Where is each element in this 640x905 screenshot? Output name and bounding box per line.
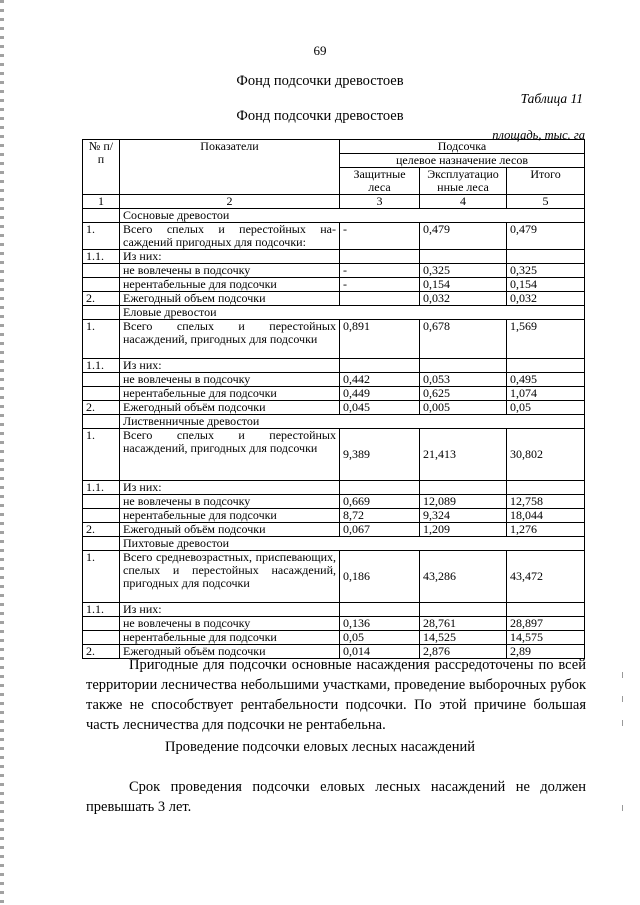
row-num [83, 509, 120, 523]
table-row [83, 292, 585, 306]
value-total: 1,276 [507, 523, 585, 537]
subheading-spruce-tapping: Проведение подсочки еловых лесных насаждений [165, 739, 475, 755]
table-row [83, 537, 585, 551]
value-protective: 0,067 [340, 523, 420, 537]
row-num: 2. [83, 401, 120, 415]
col-number-4: 4 [420, 195, 507, 209]
row-label: Из них: [120, 359, 340, 373]
row-label: нерентабельные для подсочки [120, 631, 340, 645]
margin-mark [622, 672, 623, 678]
row-label: не вовлечены в подсочку [120, 617, 340, 631]
row-num: 2. [83, 292, 120, 306]
value-exploitation [420, 603, 507, 617]
value-protective: - [340, 223, 420, 250]
value-total: 28,897 [507, 617, 585, 631]
table-row [83, 250, 585, 264]
row-label: Ежегодный объём подсочки [120, 645, 340, 659]
table-row [83, 617, 585, 631]
margin-mark [622, 696, 623, 702]
col-number-3: 3 [340, 195, 420, 209]
value-exploitation: 1,209 [420, 523, 507, 537]
table-row [83, 415, 585, 429]
table-row [83, 523, 585, 537]
scan-edge-marks [0, 0, 4, 905]
value-exploitation: 0,479 [420, 223, 507, 250]
table-row [83, 223, 585, 250]
tapping-fund-table [82, 139, 585, 659]
value-total [507, 603, 585, 617]
group-title: Лиственничные древостои [120, 415, 585, 429]
value-total: 1,569 [507, 320, 585, 359]
value-exploitation: 2,876 [420, 645, 507, 659]
group-title: Сосновые древостои [120, 209, 585, 223]
table-row [83, 264, 585, 278]
row-label: Из них: [120, 481, 340, 495]
row-label: не вовлечены в подсочку [120, 264, 340, 278]
col-number-5: 5 [507, 195, 585, 209]
row-num [83, 278, 120, 292]
row-num: 1.1. [83, 250, 120, 264]
margin-mark [622, 720, 623, 726]
table-row [83, 551, 585, 603]
row-label: Всего спелых и перестойных на-саждений пригодных для подсочки: [120, 223, 340, 250]
table-row [83, 429, 585, 481]
value-exploitation: 0,625 [420, 387, 507, 401]
col-number-2: 2 [120, 195, 340, 209]
value-protective: 0,136 [340, 617, 420, 631]
table-row [83, 495, 585, 509]
row-label: нерентабельные для подсочки [120, 387, 340, 401]
value-exploitation: 9,324 [420, 509, 507, 523]
group-title: Пихтовые древостои [120, 537, 585, 551]
row-num: 1.1. [83, 481, 120, 495]
table-title: Фонд подсочки древостоев [236, 108, 404, 124]
row-label: Всего спелых и перестойных насаждений, пригодных для подсочки [120, 320, 340, 359]
value-exploitation: 0,053 [420, 373, 507, 387]
value-protective [340, 603, 420, 617]
value-total [507, 481, 585, 495]
row-num: 1. [83, 320, 120, 359]
table-row [83, 481, 585, 495]
header-purpose: целевое назначение лесов [340, 154, 585, 168]
value-total: 1,074 [507, 387, 585, 401]
row-num: 1. [83, 429, 120, 481]
group-title: Еловые древостои [120, 306, 585, 320]
value-total: 30,802 [507, 429, 585, 481]
value-protective: 0,05 [340, 631, 420, 645]
value-protective: 0,045 [340, 401, 420, 415]
value-protective: 0,449 [340, 387, 420, 401]
row-num: 1. [83, 551, 120, 603]
header-tapping: Подсочка [340, 140, 585, 154]
value-protective: - [340, 264, 420, 278]
margin-mark [622, 805, 623, 811]
value-exploitation: 21,413 [420, 429, 507, 481]
value-total: 0,05 [507, 401, 585, 415]
value-protective: 0,186 [340, 551, 420, 603]
header-exploitation: Эксплуатацио нные леса [420, 168, 507, 195]
value-protective: 9,389 [340, 429, 420, 481]
value-exploitation: 0,325 [420, 264, 507, 278]
value-protective [340, 250, 420, 264]
row-num: 2. [83, 645, 120, 659]
header-indicators: Показатели [120, 140, 340, 195]
value-total: 0,495 [507, 373, 585, 387]
row-label: Из них: [120, 250, 340, 264]
value-exploitation: 43,286 [420, 551, 507, 603]
value-total: 14,575 [507, 631, 585, 645]
value-total [507, 359, 585, 373]
row-num: 1.1. [83, 603, 120, 617]
table-row [83, 359, 585, 373]
header-num: № п/п [83, 140, 120, 195]
value-protective [340, 481, 420, 495]
value-protective: - [340, 278, 420, 292]
header-total: Итого [507, 168, 585, 195]
table-row [83, 401, 585, 415]
value-total: 0,032 [507, 292, 585, 306]
row-num: 1.1. [83, 359, 120, 373]
table-unit: площадь, тыс. га [492, 128, 585, 142]
value-protective: 0,014 [340, 645, 420, 659]
table-number: Таблица 11 [520, 91, 583, 106]
value-exploitation [420, 359, 507, 373]
paragraph-suitability: Пригодные для подсочки основные насаждения рассредоточены по всей территории лесничества небольшими участками, проведение выборочных рубок также не способствует рентабельности подсочки. По этой причине большая часть лесничества для подсочки не рентабельна. [86, 657, 586, 733]
col-number-1: 1 [83, 195, 120, 209]
row-num [83, 495, 120, 509]
row-label: Ежегодный объём подсочки [120, 401, 340, 415]
row-num: 2. [83, 523, 120, 537]
row-num [83, 373, 120, 387]
row-label: Из них: [120, 603, 340, 617]
table-row [83, 631, 585, 645]
row-num [83, 264, 120, 278]
group-num-cell [83, 537, 120, 551]
row-num: 1. [83, 223, 120, 250]
page-number: 69 [313, 43, 327, 58]
row-num [83, 631, 120, 645]
table-row [83, 373, 585, 387]
row-label: Ежегодный объем подсочки [120, 292, 340, 306]
value-protective: 0,669 [340, 495, 420, 509]
value-total: 18,044 [507, 509, 585, 523]
table-row [83, 278, 585, 292]
value-total: 2,89 [507, 645, 585, 659]
value-protective: 0,891 [340, 320, 420, 359]
value-total [507, 250, 585, 264]
row-label: Ежегодный объём подсочки [120, 523, 340, 537]
table-row [83, 306, 585, 320]
table-row [83, 387, 585, 401]
value-protective: 0,442 [340, 373, 420, 387]
row-label: Всего спелых и перестойных насаждений, пригодных для подсочки [120, 429, 340, 481]
row-label: Всего средневозрастных, приспевающих, спелых и перестойных насаждений, пригодных для подсочки [120, 551, 340, 603]
value-protective [340, 359, 420, 373]
section-title: Фонд подсочки древостоев [236, 73, 404, 89]
group-num-cell [83, 306, 120, 320]
table-row [83, 509, 585, 523]
value-total: 0,479 [507, 223, 585, 250]
row-label: не вовлечены в подсочку [120, 373, 340, 387]
row-label: нерентабельные для подсочки [120, 509, 340, 523]
value-exploitation: 12,089 [420, 495, 507, 509]
table-row [83, 603, 585, 617]
value-exploitation: 0,678 [420, 320, 507, 359]
value-exploitation: 0,005 [420, 401, 507, 415]
value-exploitation: 14,525 [420, 631, 507, 645]
value-exploitation: 28,761 [420, 617, 507, 631]
row-num [83, 387, 120, 401]
value-exploitation [420, 250, 507, 264]
table-row [83, 209, 585, 223]
value-exploitation: 0,154 [420, 278, 507, 292]
paragraph-duration: Срок проведения подсочки еловых лесных насаждений не должен превышать 3 лет. [86, 779, 586, 815]
value-total: 0,154 [507, 278, 585, 292]
value-exploitation: 0,032 [420, 292, 507, 306]
group-num-cell [83, 209, 120, 223]
table-row [83, 320, 585, 359]
value-protective: 8,72 [340, 509, 420, 523]
header-protective: Защитные леса [340, 168, 420, 195]
value-total: 43,472 [507, 551, 585, 603]
value-total: 12,758 [507, 495, 585, 509]
row-label: нерентабельные для подсочки [120, 278, 340, 292]
value-protective [340, 292, 420, 306]
value-total: 0,325 [507, 264, 585, 278]
row-num [83, 617, 120, 631]
row-label: не вовлечены в подсочку [120, 495, 340, 509]
group-num-cell [83, 415, 120, 429]
value-exploitation [420, 481, 507, 495]
